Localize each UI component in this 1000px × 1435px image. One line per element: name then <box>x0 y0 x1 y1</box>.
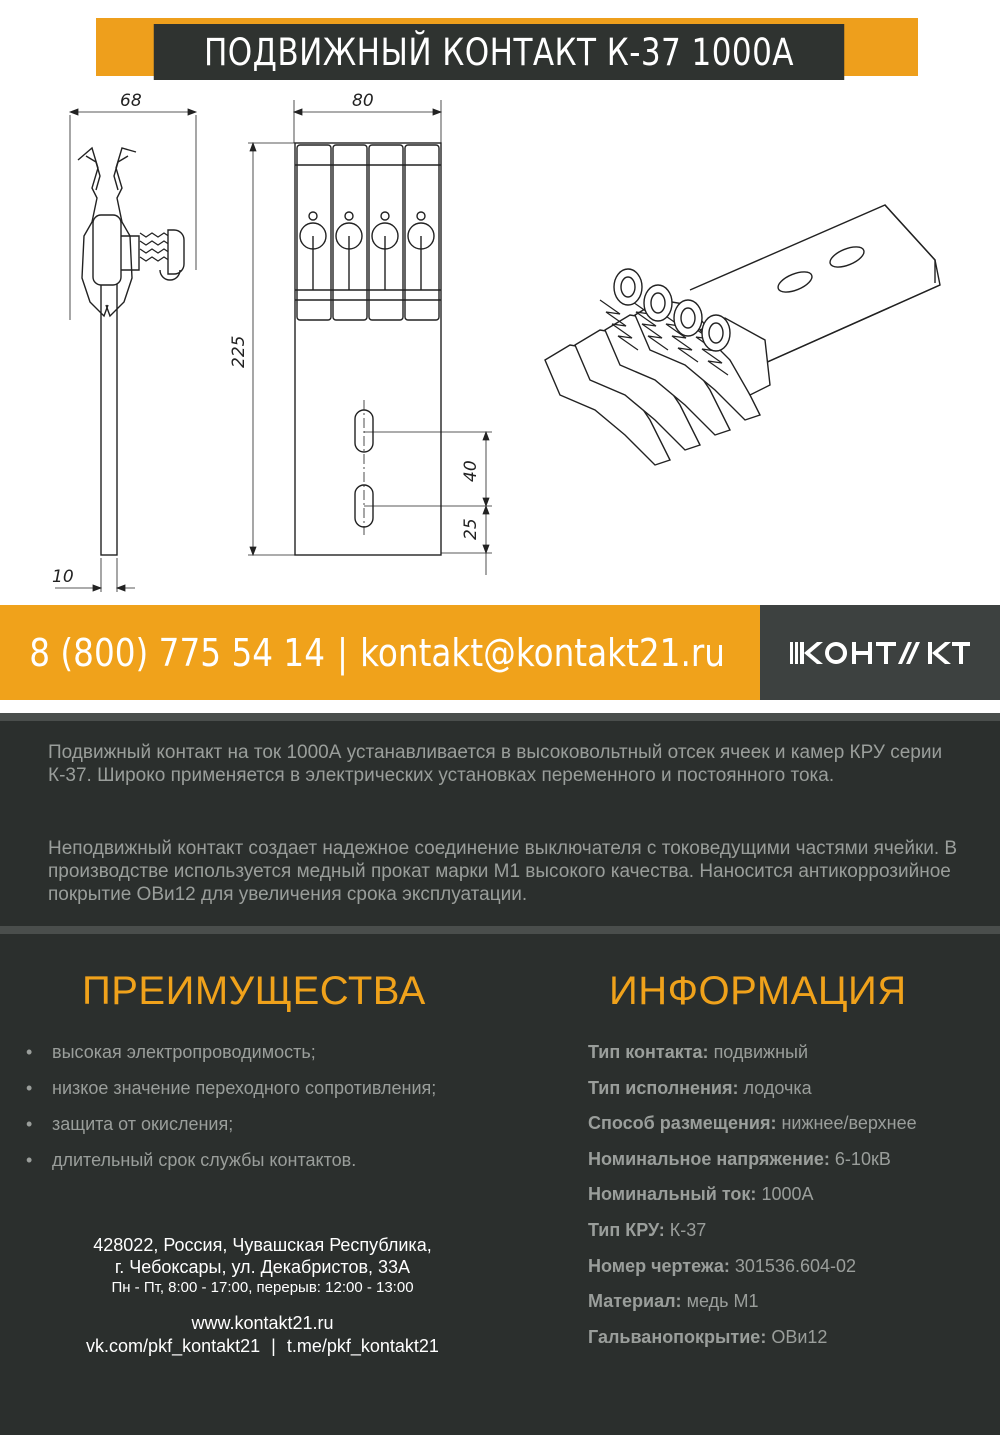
page-title <box>154 24 844 80</box>
isometric-view <box>545 205 940 465</box>
info-value: ОВи12 <box>771 1326 828 1347</box>
telegram-link[interactable]: t.me/pkf_kontakt21 <box>286 1336 439 1356</box>
info-value: подвижный <box>713 1042 809 1062</box>
info-label: Тип КРУ: <box>588 1219 665 1240</box>
front-view <box>248 100 492 575</box>
dim-25: 25 <box>461 518 481 540</box>
logo-mark <box>790 638 970 668</box>
info-row <box>588 1325 917 1361</box>
info-row <box>588 1076 917 1112</box>
information-list <box>588 1040 917 1360</box>
info-row <box>588 1111 917 1147</box>
technical-drawing <box>0 85 1000 600</box>
side-view <box>55 109 196 592</box>
address-line-2: г. Чебоксары, ул. Декабристов, 33А <box>114 1257 411 1277</box>
address-line-1: 428022, Россия, Чувашская Республика, <box>93 1235 432 1255</box>
info-value: нижнее/верхнее <box>781 1113 917 1134</box>
list-item: • высокая электропроводимость; <box>26 1040 436 1076</box>
info-value: лодочка <box>743 1077 812 1098</box>
advantages-heading: ПРЕИМУЩЕСТВА <box>82 969 426 1013</box>
contact-band <box>0 605 1000 700</box>
web-links <box>40 1312 485 1358</box>
information-heading: ИНФОРМАЦИЯ <box>609 969 907 1013</box>
list-item: • длительный срок службы контактов. <box>26 1148 436 1184</box>
info-row <box>588 1147 917 1183</box>
dim-80: 80 <box>352 91 374 111</box>
list-item: • защита от окисления; <box>26 1112 436 1148</box>
info-value: 6-10кВ <box>834 1148 891 1169</box>
divider-top <box>0 713 1000 721</box>
list-item: • низкое значение переходного сопротивления; <box>26 1076 436 1112</box>
info-label: Номер чертежа: <box>588 1255 730 1276</box>
company-logo <box>760 605 1000 700</box>
title-text: ПОДВИЖНЫЙ КОНТАКТ К-37 1000А <box>204 30 794 74</box>
info-value: 1000А <box>761 1184 814 1205</box>
description-paragraph-2: Неподвижный контакт создает надежное соединение выключателя с токоведущими частями ячейки. В производстве используется медный прокат марки М1 высокого качества. Наносится антикоррозийное покрытие ОВи12 для увеличения срока эксплуатации. <box>48 838 958 905</box>
website-link[interactable]: www.kontakt21.ru <box>191 1313 334 1333</box>
working-hours: Пн - Пт, 8:00 - 17:00, перерыв: 12:00 - 13:00 <box>111 1279 414 1296</box>
info-row <box>588 1182 917 1218</box>
social-links <box>40 1335 485 1358</box>
advantages-list <box>26 1040 436 1184</box>
address-block <box>40 1234 485 1297</box>
info-label: Материал: <box>588 1291 682 1312</box>
info-value: 301536.604-02 <box>734 1255 857 1276</box>
info-label: Номинальное напряжение: <box>588 1148 830 1169</box>
info-label: Тип исполнения: <box>588 1077 739 1098</box>
contact-separator: | <box>337 630 349 675</box>
info-label: Тип контакта: <box>588 1042 709 1062</box>
info-value: медь М1 <box>686 1291 759 1312</box>
dim-40: 40 <box>461 460 481 482</box>
info-label: Гальванопокрытие: <box>588 1326 767 1347</box>
links-separator: | <box>271 1336 276 1356</box>
info-label: Номинальный ток: <box>588 1184 757 1205</box>
info-label: Способ размещения: <box>588 1113 777 1134</box>
email-link[interactable]: kontakt@kontakt21.ru <box>360 630 726 675</box>
info-row <box>588 1218 917 1254</box>
info-row <box>588 1254 917 1290</box>
phone-link[interactable]: 8 (800) 775 54 14 <box>29 630 326 675</box>
info-row <box>588 1040 917 1076</box>
info-row <box>588 1289 917 1325</box>
description-paragraph-1: Подвижный контакт на ток 1000А устанавливается в высоковольтный отсек ячеек и камер КРУ серии К-37. Широко применяется в электрических установках переменного и постоянного тока. <box>48 742 943 786</box>
vk-link[interactable]: vk.com/pkf_kontakt21 <box>86 1336 261 1356</box>
dim-225: 225 <box>229 335 249 368</box>
info-value: К-37 <box>669 1219 707 1240</box>
contact-info <box>0 605 760 700</box>
divider-middle <box>0 926 1000 934</box>
dim-10: 10 <box>52 567 74 587</box>
dim-68: 68 <box>120 91 142 111</box>
